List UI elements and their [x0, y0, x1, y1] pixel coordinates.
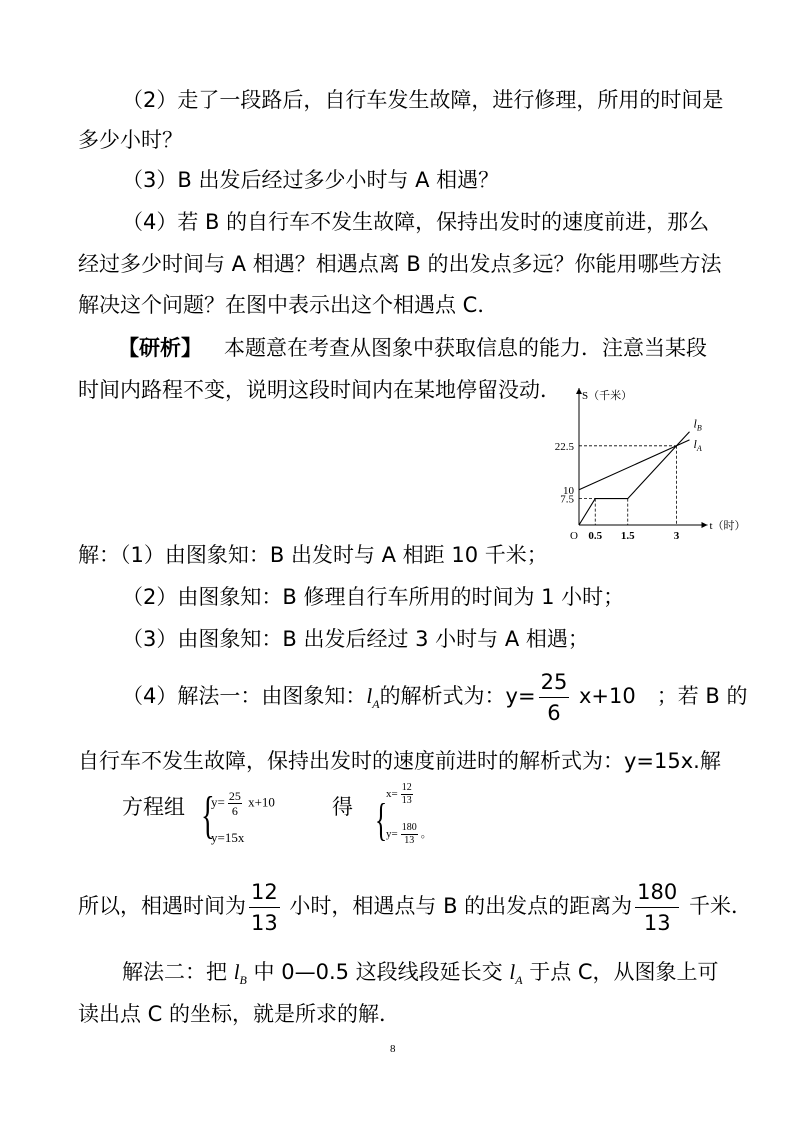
solution-3: （3）由图象知：B 出发后经过 3 小时与 A 相遇；	[122, 627, 589, 651]
fraction-numerator: 12	[249, 877, 280, 908]
series-label-l_A: $l_A$	[693, 436, 702, 453]
solution-1: 解：（1）由图象知：B 出发时与 A 相距 10 千米；	[78, 543, 548, 567]
fraction-12-13	[249, 877, 280, 938]
x-tick-0: 0.5	[588, 530, 603, 542]
system-eq2: y=15x	[211, 830, 245, 845]
q4-line-b: 经过多少时间与 A 相遇？相遇点离 B 的出发点多远？你能用哪些方法	[78, 252, 722, 276]
origin-label: O	[570, 530, 578, 542]
conclusion-mid: 小时，相遇点与 B 的出发点的距离为	[282, 894, 633, 918]
analysis-text-a: 本题意在考查从图象中获取信息的能力．注意当某段	[224, 336, 707, 360]
solution-brace: {	[375, 794, 388, 845]
sol4-pre: （4）解法一：由图象知：	[122, 684, 367, 708]
sol4-mid: 的解析式为：y=	[379, 684, 536, 708]
m2-pre: 解法二：把	[122, 960, 234, 984]
lA-subscript: A	[372, 697, 380, 712]
q4-line-c: 解决这个问题？在图中表示出这个相遇点 C．	[78, 293, 499, 317]
distance-time-graph	[548, 382, 763, 542]
y-tick-0: 7.5	[560, 493, 574, 506]
q2-line-a: （2）走了一段路后，自行车发生故障，进行修理，所用的时间是	[122, 88, 724, 112]
y-axis-label: S（千米）	[582, 390, 633, 402]
m2-lB	[233, 960, 247, 988]
series-label-sub-l_B: B	[696, 423, 702, 433]
y-fraction	[401, 822, 418, 847]
y-prefix: y=	[386, 828, 398, 841]
analysis-line-a	[118, 334, 707, 362]
system-eq1	[211, 789, 275, 818]
lA-letter: l	[509, 960, 516, 984]
solution-5: 自行车不发生故障，保持出发时的速度前进时的解析式为：y=15x.解	[78, 749, 721, 773]
m2-mid: 中 0—0.5 这段线段延长交	[246, 960, 510, 984]
x-axis-arrow	[702, 522, 708, 528]
series-label-sub-l_A: A	[696, 443, 702, 453]
y-period: 。	[420, 828, 432, 841]
q2-line-b: 多少小时？	[78, 128, 183, 152]
sol4-lA	[366, 684, 380, 712]
fraction-denominator: 13	[251, 910, 278, 935]
system-brace: {	[201, 787, 215, 844]
fraction-denominator: 13	[643, 910, 671, 935]
series-line-l_A	[579, 440, 690, 490]
eq1-denominator: 6	[231, 804, 238, 818]
system-label: 方程组	[122, 795, 185, 819]
x-prefix: x=	[386, 788, 398, 801]
eq1-suffix: x+10	[244, 794, 275, 810]
sol4-post: x+10 ；若 B 的	[572, 684, 748, 708]
solution-4-line	[122, 665, 748, 735]
analysis-line-b: 时间内路程不变，说明这段时间内在某地停留没动．	[78, 378, 561, 402]
x-tick-1: 1.5	[620, 530, 635, 542]
x-fraction	[401, 782, 413, 807]
eq1-numerator: 25	[228, 789, 241, 803]
x-tick-2: 3	[673, 530, 680, 542]
fraction-numerator: 180	[635, 877, 679, 908]
conclusion-line	[78, 874, 752, 938]
y-tick-2: 22.5	[554, 440, 574, 453]
lB-subscript: B	[239, 973, 247, 988]
q3-line: （3）B 出发后经过多少小时与 A 相遇？	[122, 168, 500, 192]
method2-line-a	[122, 958, 719, 994]
eq1-fraction	[228, 789, 242, 818]
fraction-25-6	[539, 667, 570, 728]
solution-2: （2）由图象知：B 修理自行车所用的时间为 1 小时；	[122, 585, 625, 609]
fraction-numerator: 25	[539, 667, 570, 698]
conclusion-pre: 所以，相遇时间为	[78, 894, 246, 918]
y-numerator: 180	[401, 822, 417, 833]
eq1-prefix: y=	[211, 794, 225, 810]
x-numerator: 12	[401, 782, 412, 793]
lA-letter: l	[366, 684, 373, 708]
x-axis-label: t（时）	[709, 520, 746, 532]
solution-y	[386, 822, 432, 847]
m2-post: 于点 C，从图象上可	[522, 960, 719, 984]
q4-line-a: （4）若 B 的自行车不发生故障，保持出发时的速度前进，那么	[122, 210, 710, 234]
solution-x	[386, 782, 416, 807]
y-tick-1: 10	[563, 484, 574, 497]
series-label-l_B: $l_B$	[693, 416, 702, 433]
m2-lA	[509, 960, 523, 988]
page-number: 8	[390, 1043, 396, 1055]
lA-subscript: A	[515, 973, 523, 988]
get-word: 得	[332, 795, 353, 819]
analysis-label: 【研析】	[118, 336, 202, 360]
method2-line-b: 读出点 C 的坐标，就是所求的解．	[78, 1002, 401, 1026]
fraction-180-13	[635, 877, 679, 938]
fraction-denominator: 6	[547, 700, 561, 725]
lB-letter: l	[233, 960, 240, 984]
conclusion-post: 千米．	[682, 894, 752, 918]
y-denominator: 13	[404, 835, 415, 846]
x-denominator: 13	[401, 795, 412, 806]
